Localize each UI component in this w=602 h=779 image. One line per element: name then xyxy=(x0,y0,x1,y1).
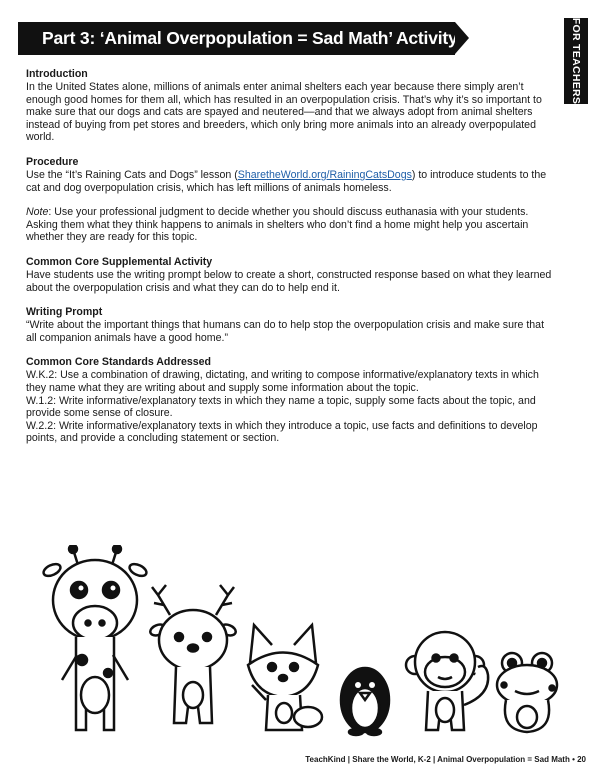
note-body: : Use your professional judgment to decide whether you should discuss euthanasia with your students. Asking them what they think happens to animals in shelters who don’t find a home might help you ascertain whether they are ready for this topic. xyxy=(26,206,529,244)
standards-section xyxy=(26,356,556,445)
writing-prompt-text: “Write about the important things that humans can do to help stop the overpopulation crisis and make sure that all companion animals have a good home.” xyxy=(26,319,545,344)
for-teachers-tab xyxy=(564,18,588,104)
for-teachers-label: FOR TEACHERS xyxy=(570,17,582,105)
standard-item: W.K.2: Use a combination of drawing, dictating, and writing to compose informative/explanatory texts in which they name what they are writing about and supply some information about the topic. xyxy=(26,369,539,394)
main-content xyxy=(26,68,556,457)
page-footer: TeachKind | Share the World, K-2 | Animal Overpopulation = Sad Math • 20 xyxy=(305,755,586,764)
common-core-activity-section xyxy=(26,256,556,294)
procedure-heading: Procedure xyxy=(26,155,79,168)
frog-icon xyxy=(497,653,557,732)
reindeer-icon xyxy=(149,585,237,723)
penguin-icon xyxy=(341,668,389,735)
introduction-text: In the United States alone, millions of animals enter animal shelters each year because there simply aren’t enough good homes for them all, which has resulted in an overpopulation crisis. That’s why it’s so important to make sure that our dogs and cats are spayed and neutered—and that we always adopt from animal shelters instead of buying from pet stores and breeders, which only bring more animals into an already overpopulated world. xyxy=(26,81,542,144)
note-section xyxy=(26,206,556,244)
fox-icon xyxy=(248,625,322,730)
writing-prompt-heading: Writing Prompt xyxy=(26,306,103,319)
lesson-link[interactable]: SharetheWorld.org/RainingCatsDogs xyxy=(237,168,412,181)
standards-heading: Common Core Standards Addressed xyxy=(26,356,212,369)
common-core-activity-text: Have students use the writing prompt below to create a short, constructed response based on what they learned about the overpopulation crisis and what they can do to help end it. xyxy=(26,268,552,294)
procedure-text xyxy=(26,169,556,194)
standard-item: W.1.2: Write informative/explanatory texts in which they name a topic, supply some facts about the topic, and provide some sense of closure. xyxy=(26,394,536,420)
introduction-heading: Introduction xyxy=(26,68,88,80)
introduction-section xyxy=(26,68,556,144)
procedure-text-start: Use the “It’s Raining Cats and Dogs” lesson ( xyxy=(26,168,238,181)
giraffe-icon xyxy=(42,545,149,730)
title-banner xyxy=(18,22,458,55)
writing-prompt-section xyxy=(26,306,556,344)
common-core-activity-heading: Common Core Supplemental Activity xyxy=(26,255,213,268)
page-title: Part 3: ‘Animal Overpopulation = Sad Math’ Activity xyxy=(42,28,458,48)
standard-item: W.2.2: Write informative/explanatory texts in which they introduce a topic, use facts and definitions to develop points, and provide a concluding statement or section. xyxy=(26,419,538,445)
note-label: Note xyxy=(26,206,49,219)
animal-illustration xyxy=(40,545,560,740)
procedure-section xyxy=(26,156,556,194)
note-text xyxy=(26,206,556,244)
monkey-icon xyxy=(406,632,488,730)
procedure-text-end: ) to introduce students to the cat and dog overpopulation crisis, which has left millions of animals homeless. xyxy=(26,168,547,194)
